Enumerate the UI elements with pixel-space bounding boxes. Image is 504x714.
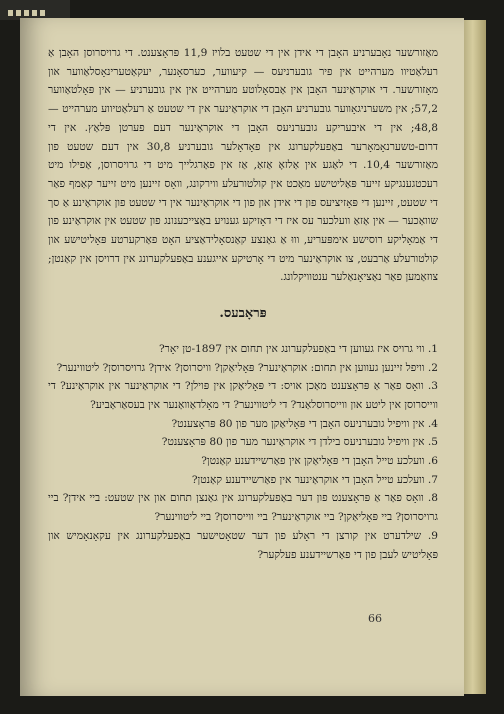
question-number: 5. — [427, 436, 438, 449]
question-number: 6. — [427, 455, 438, 468]
question-item — [48, 471, 438, 490]
question-item — [48, 489, 438, 526]
question-text: ווי גרויס איז געווען די באַפעלקערונג אין תחום אין 1897-טן יאָר? — [158, 342, 425, 355]
intro-paragraph: מאַזורשער נאָבערניע האָבן די אידן אין די שטעט בלויז 11,9 פּראָצענט. די גרויסרוסן האָבן אַ רעלאַטיוו מערהייט אין פיר גובערניעס — קיעווער, כערסאָנער, יעקאַטערינאָסלאַווער און מאָזורשער. די אוקראַינער האָבן אין אַבסאָלוטע מערהייט אין אין גובערניע — אין פּאָלטאַווער 57,2; אין משערניגאָווער גובערניע האָבן די אוקראַינער אין די שטעט אַ רעלאַטיווע מערהייט — 48,8; אין די איבעריקע גובערניעס האָבן די אוקראַינער דעם פערטן פּלאַץ. אין די דרום-טשערנאָמאָרער באַפעלקערונג אין פאָדאָלער גובערניע 30,8 אין דעם שטעט פון מאַזורשער 10,4. די לאַגע אין אַלזאָ אַזאַ, אַז אין פאַרגלייך מיט די גרויסרוסן, אַפילו מיט רעכטגענגיקע זייער פּאַליטישע מאַכט אין קולטורעלע ווירקונג, וואָס זיינען מיט זייער קאַמף פאַר די שטעט, זיינען די פּאָזיציעס פון די אידן און פון די אוקראַינער אין די שטעט פון אוקראַינע אַ סך שוואַכער — אין אַזאַ וועלכער עס איז די דאָזיקע גענויע באַצייכענונג פון שטעט אין אוקראַינע פון די אַמאָליקע רוסישע אימפּעריע, וווּ אַ גאַנצע קאַנסאָלידאַציע האָט פאַרקערטע פּאָליטישע און קולטורעלע אַרבעט, צו אוקראַינער מיט די אָרטיקע אייגענע באַפעלקערונג אין דרויסן אין קאַנטן; צוזאַמען פאַר נאַציאָנאַלער ענטוויקלונג. — [48, 47, 438, 284]
question-item — [48, 527, 438, 564]
question-number: 3. — [427, 380, 438, 393]
question-number: 2. — [427, 361, 438, 374]
page-text — [48, 44, 438, 564]
spine-stripes — [8, 10, 48, 16]
question-number: 8. — [427, 492, 439, 505]
section-heading: פּראָבעס. — [219, 306, 267, 322]
question-text: אין וויפיל גובערניעס בילדן די אוקראַינער מער פון 80 פּראָצענט? — [161, 436, 425, 449]
question-text: וואָס פאַר אַ פּראָצענט מאַכן אויס: די פּאָליאַקן אין פּוילן? די אוקראַינער אין אוקראַינע? די ווייסרוסן אין ליטע און ווייסרוסלאַנד? די ליטווינער? די מאָלדאַוואַנער אין בעסאַראַביע? — [48, 380, 438, 411]
question-item — [48, 415, 438, 434]
question-text: אין וויפיל גובערניעס האָבן די פּאָליאַקן מער פון 80 פּראָצענט? — [171, 417, 425, 430]
question-text: וואָס פאַר אַ פּראָצענט פון דער באַפעלקערונג אין גאַנצן תחום און אין שטעט: ביי אידן? ביי גרויסרוסן? ביי פּאָליאַקן? ביי אוקראַינער? ביי ווייסרוסן? ביי ליטווינער? — [48, 492, 438, 524]
question-item — [48, 452, 438, 471]
question-text: וועלכע טייל האָבן די אוקראַינער אין פאַרשיידענע קאַנטן? — [191, 473, 425, 486]
book-spine — [0, 0, 70, 20]
page-edges — [464, 20, 486, 694]
question-text: וויפל זיינען געווען אין תחום: אוקראַינער? פּאָליאַקן? וויסרוסן? אידן? גרויסרוסן? ליטווינער? — [56, 361, 425, 374]
question-item — [48, 377, 438, 414]
question-text: וועלכע טייל האָבן די פּאָליאַקן אין פאַרשיידענע קאַנטן? — [201, 455, 425, 468]
question-item — [48, 340, 438, 359]
question-text: שילדערט אין קורצן די ראָלע פון דער שטאָטישער באַפעלקערונג אין עקאָנאָמיש און פּאָליטיש לעבן פון די פאַרשיידענע פעלקער? — [48, 529, 438, 561]
page-number: 66 — [368, 612, 382, 625]
question-number: 1. — [427, 342, 438, 355]
questions-list — [48, 340, 438, 564]
question-number: 9. — [427, 529, 438, 542]
question-number: 7. — [427, 473, 438, 486]
question-item — [48, 433, 438, 452]
question-item — [48, 359, 438, 378]
question-number: 4. — [427, 417, 438, 430]
